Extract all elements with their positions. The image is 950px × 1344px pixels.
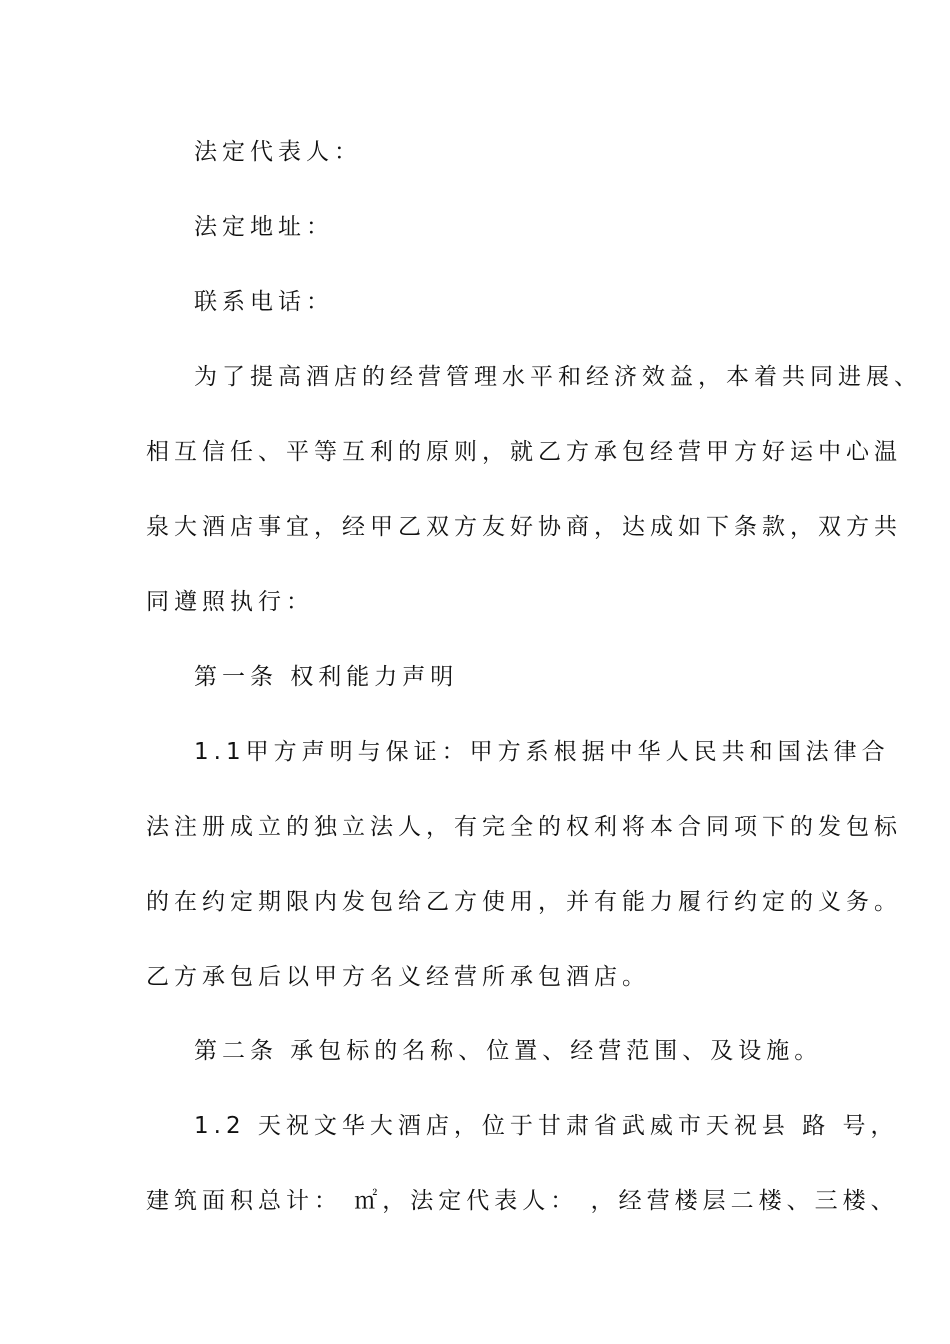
clause-1-1-line: 乙方承包后以甲方名义经营所承包酒店。 [146, 964, 650, 990]
clause-1-1-line: 的在约定期限内发包给乙方使用，并有能力履行约定的义务。 [146, 889, 902, 915]
clause-1-2-line: 1.2 天祝文华大酒店，位于甘肃省武威市天祝县 路 号， [194, 1113, 899, 1139]
preamble-line: 相互信任、平等互利的原则，就乙方承包经营甲方好运中心温 [146, 439, 902, 465]
preamble-line: 为了提高酒店的经营管理水平和经济效益，本着共同进展、 [194, 364, 922, 390]
contact-phone-line: 联系电话： [194, 289, 334, 315]
preamble-line: 泉大酒店事宜，经甲乙双方友好协商，达成如下条款，双方共 [146, 514, 902, 540]
legal-representative-line: 法定代表人： [194, 139, 362, 165]
legal-address-line: 法定地址： [194, 214, 334, 240]
article-two-heading: 第二条 承包标的名称、位置、经营范围、及设施。 [194, 1038, 823, 1064]
article-one-heading: 第一条 权利能力声明 [194, 664, 459, 690]
clause-1-1-line: 法注册成立的独立法人，有完全的权利将本合同项下的发包标 [146, 814, 902, 840]
clause-1-1-line: 1.1甲方声明与保证：甲方系根据中华人民共和国法律合 [194, 739, 890, 765]
clause-1-2-line: 建筑面积总计： ㎡，法定代表人： ，经营楼层二楼、三楼、 [146, 1188, 899, 1214]
preamble-line: 同遵照执行： [146, 589, 314, 615]
